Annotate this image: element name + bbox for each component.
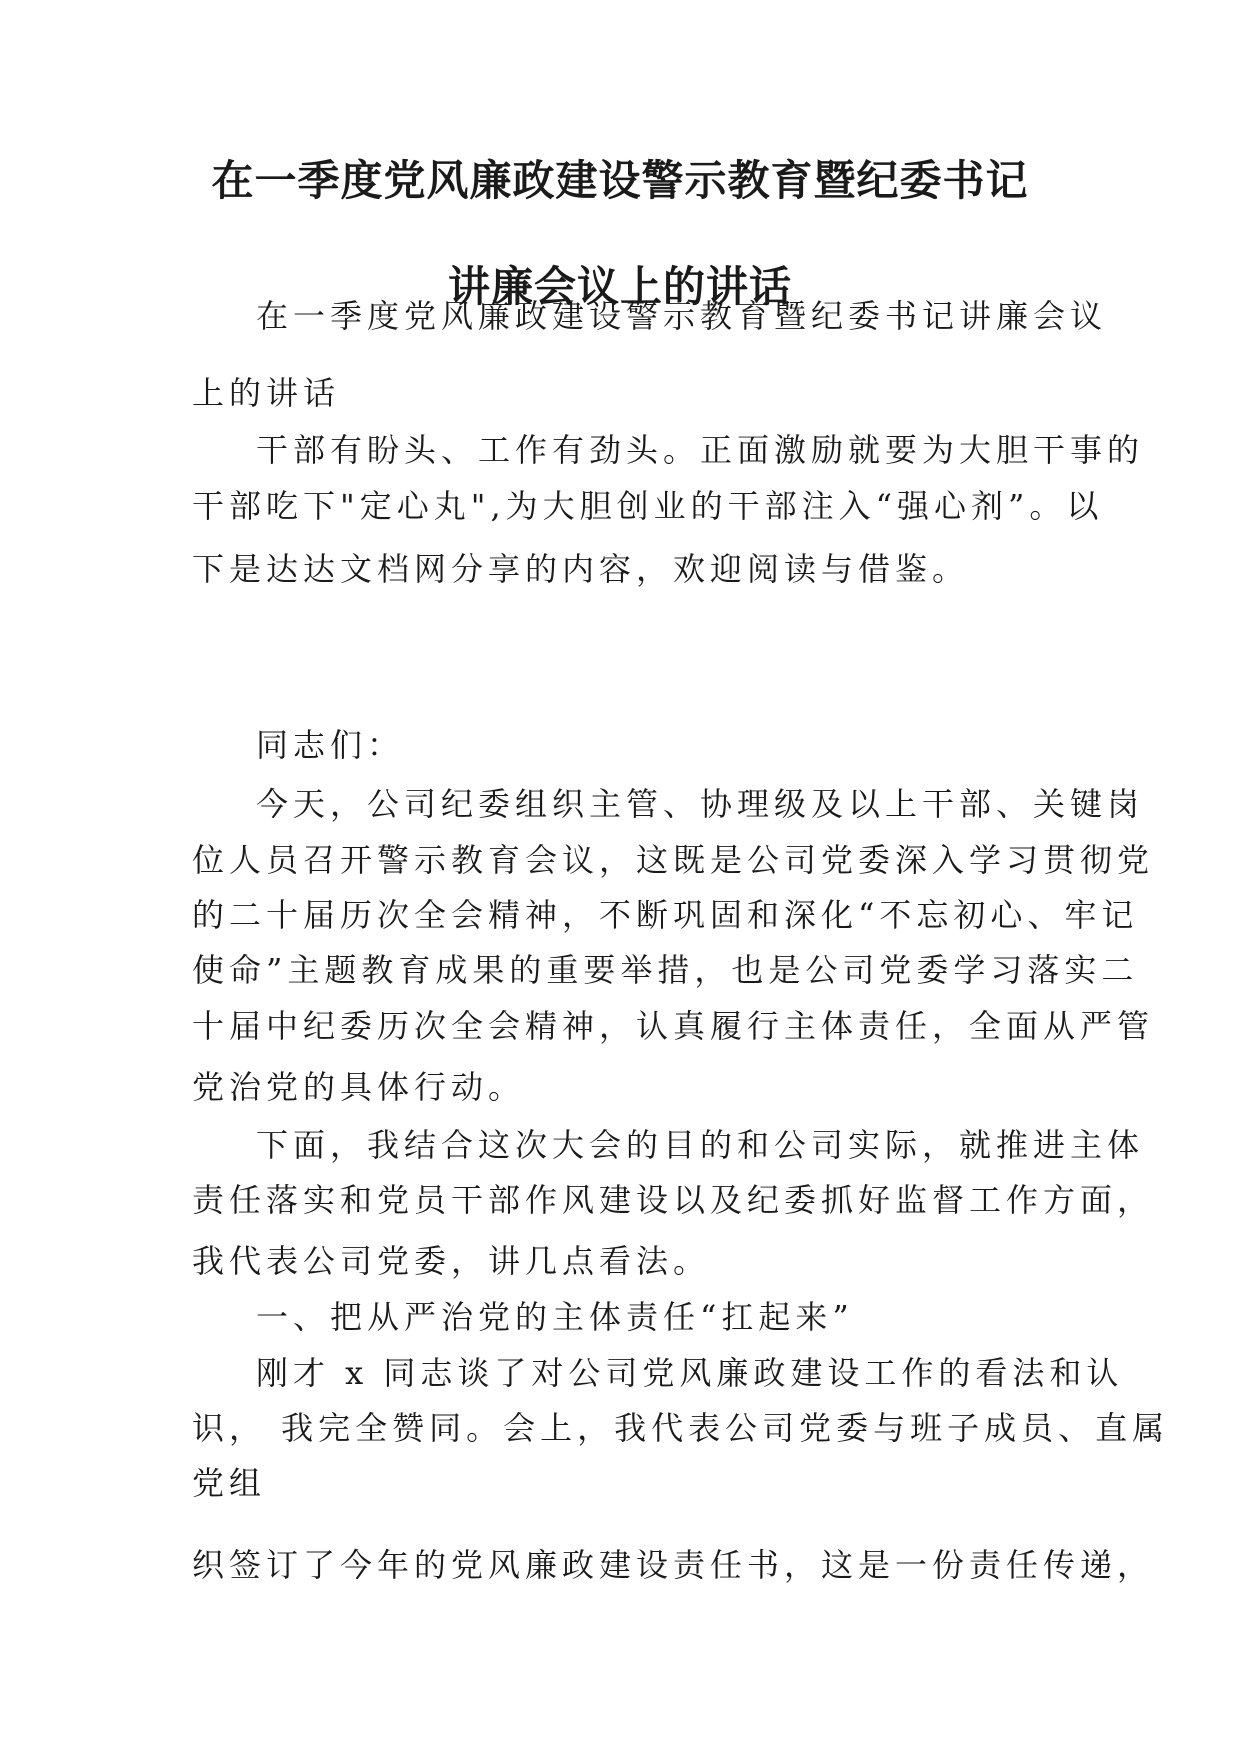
paragraph-line: 下是达达文档网分享的内容，欢迎阅读与借鉴。: [192, 550, 970, 588]
paragraph-line: 今天，公司纪委组织主管、协理级及以上干部、关键岗: [256, 785, 1145, 823]
paragraph-line: 党治党的具体行动。: [192, 1068, 526, 1106]
paragraph-line: 的二十届历次全会精神，不断巩固和深化“不忘初心、牢记: [192, 896, 1139, 934]
paragraph-line: 使命”主题教育成果的重要举措，也是公司党委学习落实二: [192, 951, 1139, 989]
paragraph-line: 织签订了今年的党风廉政建设责任书，这是一份责任传递，: [192, 1546, 1155, 1584]
paragraph-line: 干部吃下"定心丸",为大胆创业的干部注入“强心剂”。以: [192, 487, 1104, 525]
paragraph-line: 我代表公司党委，讲几点看法。: [192, 1242, 711, 1280]
document-title-line-1: 在一季度党风廉政建设警示教育暨纪委书记: [211, 156, 1029, 205]
section-heading: 一、把从严治党的主体责任“扛起来”: [256, 1298, 854, 1336]
paragraph-line: 十届中纪委历次全会精神，认真履行主体责任，全面从严管: [192, 1007, 1155, 1045]
paragraph-line: 责任落实和党员干部作风建设以及纪委抓好监督工作方面，: [192, 1181, 1155, 1219]
paragraph-line: 干部有盼头、工作有劲头。正面激励就要为大胆干事的: [256, 431, 1145, 469]
document-title-line-2: 讲廉会议上的讲话: [447, 262, 792, 311]
paragraph-line: 位人员召开警示教育会议，这既是公司党委深入学习贯彻党: [192, 841, 1155, 879]
salutation: 同志们：: [256, 726, 405, 764]
paragraph-line: 识， 我完全赞同。会上，我代表公司党委与班子成员、直属: [192, 1409, 1170, 1447]
paragraph-line: 党组: [192, 1464, 267, 1502]
subtitle-line: 在一季度党风廉政建设警示教育暨纪委书记讲廉会议: [256, 297, 1108, 335]
paragraph-line: 下面，我结合这次大会的目的和公司实际，就推进主体: [256, 1126, 1145, 1164]
subtitle-line: 上的讲话: [192, 374, 341, 412]
paragraph-line: 刚才 x 同志谈了对公司党风廉政建设工作的看法和认: [256, 1354, 1124, 1392]
